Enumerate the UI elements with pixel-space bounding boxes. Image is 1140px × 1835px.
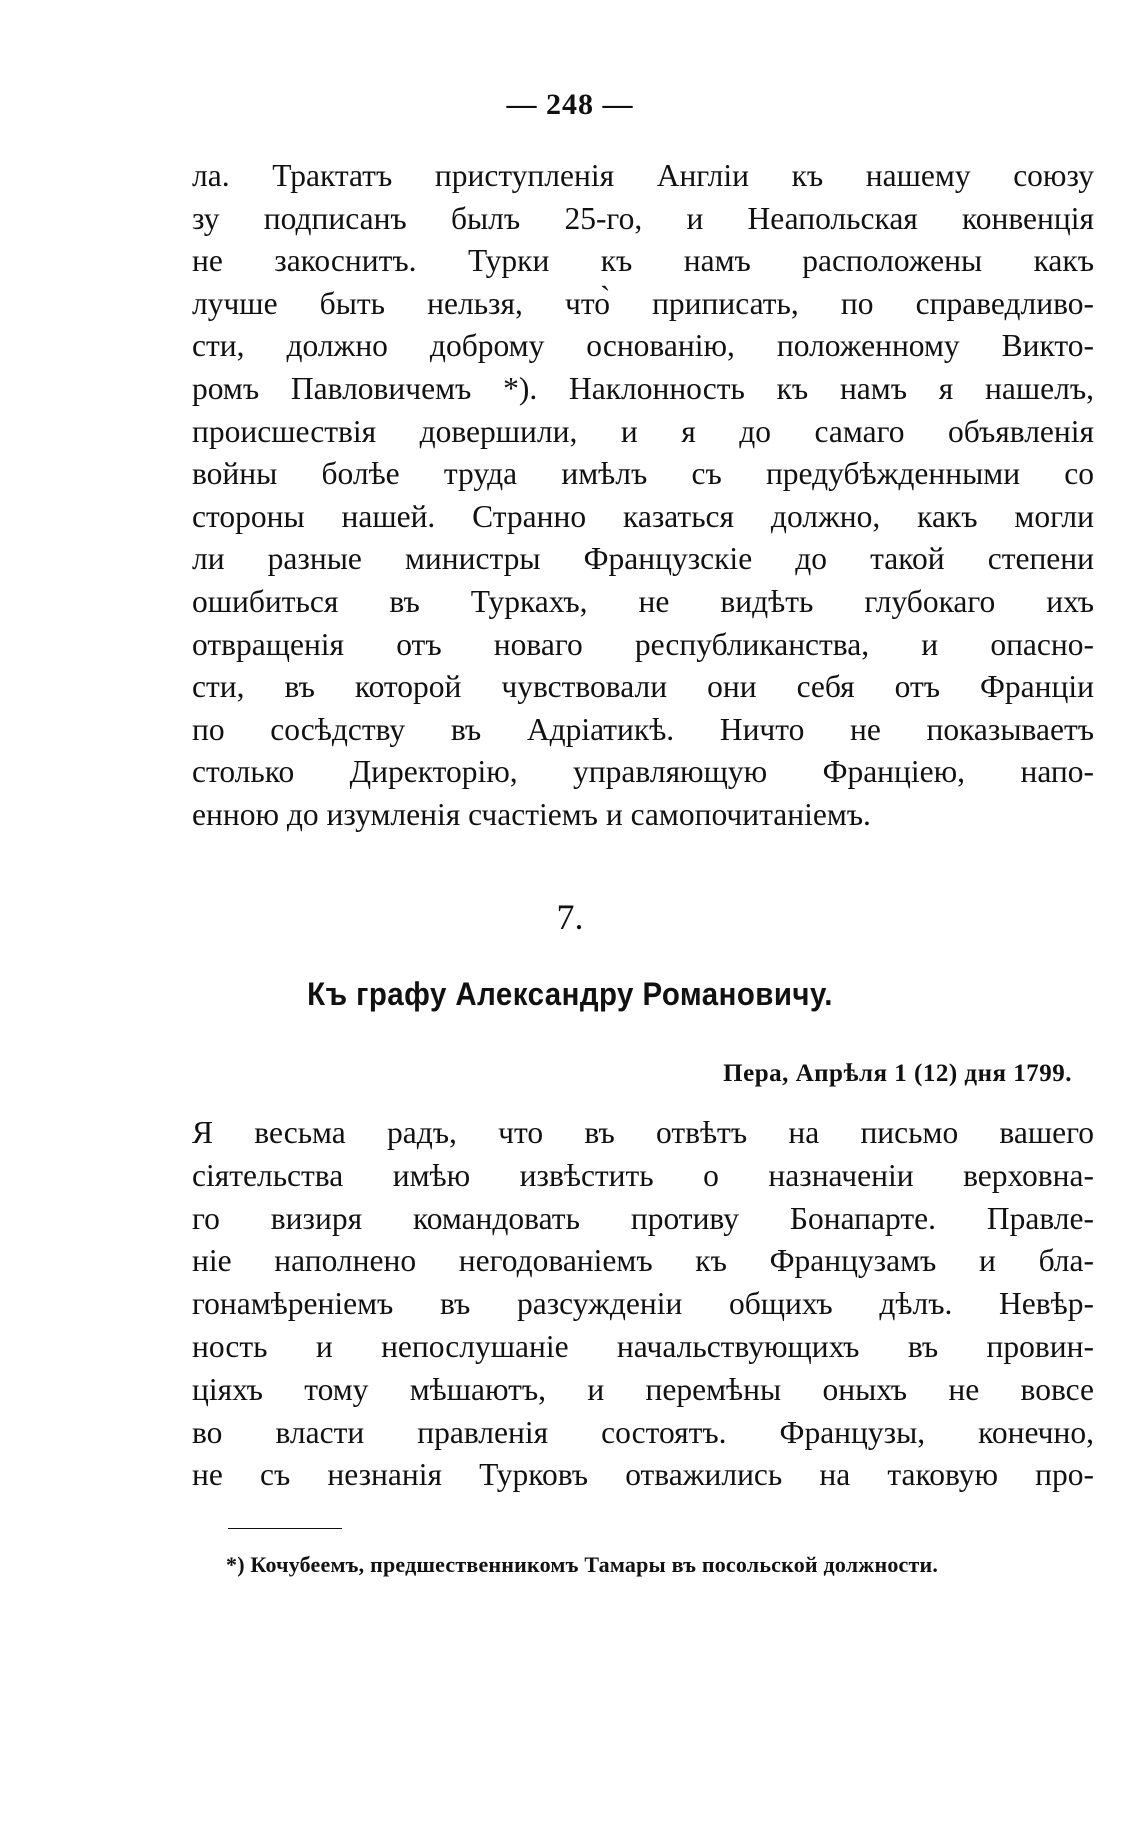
text-line: столько Директорію, управляющую Франціею, напо- [192, 754, 1094, 790]
text-line: ность и непослушаніе начальствующихъ въ провин- [192, 1328, 1094, 1364]
paragraph-continued [192, 155, 1094, 837]
letter-heading: Къ графу Александру Романовичу. [307, 976, 833, 1012]
footnote-rule [228, 1528, 342, 1529]
page-number: — 248 — [506, 88, 634, 121]
text-line: го визиря командовать противу Бонапарте. Правле- [192, 1200, 1094, 1236]
text-line: зу подписанъ былъ 25-го, и Неапольская конвенція [192, 200, 1094, 236]
text-line: Я весьма радъ, что въ отвѣтъ на письмо вашего [192, 1115, 1094, 1150]
text-line: ли разные министры Французскіе до такой степени [192, 541, 1094, 577]
text-line: ошибиться въ Туркахъ, не видѣть глубокаго ихъ [192, 583, 1094, 619]
footnote: *) Кочубеемъ, предшественникомъ Тамары въ посольской должности. [226, 1552, 939, 1577]
text-line: войны болѣе труда имѣлъ съ предубѣжденными со [192, 456, 1094, 492]
text-line: ніе наполнено негодованіемъ къ Французамъ и бла- [192, 1243, 1094, 1279]
text-line: отвращенія отъ новаго республиканства, и опасно- [192, 626, 1094, 662]
text-line: лучше быть нельзя, что̀ приписать, по справедливо- [192, 285, 1094, 321]
text-line: не съ незнанія Турковъ отважились на таковую про- [192, 1457, 1094, 1493]
text-line: сти, въ которой чувствовали они себя отъ Франціи [192, 669, 1094, 705]
text-line: сти, должно доброму основанію, положенному Викто- [192, 328, 1094, 364]
text-line: ромъ Павловичемъ *). Наклонность къ намъ я нашелъ, [192, 370, 1094, 406]
text-line: гонамѣреніемъ въ разсужденіи общихъ дѣлъ. Невѣр- [192, 1286, 1094, 1322]
section-number: 7. [556, 897, 584, 937]
letter-body [192, 1112, 1094, 1497]
text-line: ла. Трактатъ приступленія Англіи къ нашему союзу [192, 158, 1094, 193]
text-line: стороны нашей. Странно казаться должно, какъ могли [192, 498, 1094, 534]
text-line: сіятельства имѣю извѣстить о назначеніи верховна- [192, 1157, 1094, 1193]
text-line: енною до изумленія счастіемъ и самопочитаніемъ. [192, 796, 871, 832]
text-line: не закоснитъ. Турки къ намъ расположены какъ [192, 243, 1094, 279]
letter-dateline: Пера, Апрѣля 1 (12) дня 1799. [723, 1060, 1072, 1087]
text-line: ціяхъ тому мѣшаютъ, и перемѣны оныхъ не вовсе [192, 1371, 1094, 1407]
text-line: происшествія довершили, и я до самаго объявленія [192, 413, 1094, 449]
text-line: во власти правленія состоятъ. Французы, конечно, [192, 1414, 1094, 1450]
text-line: по сосѣдству въ Адріатикѣ. Ничто не показываетъ [192, 711, 1094, 747]
